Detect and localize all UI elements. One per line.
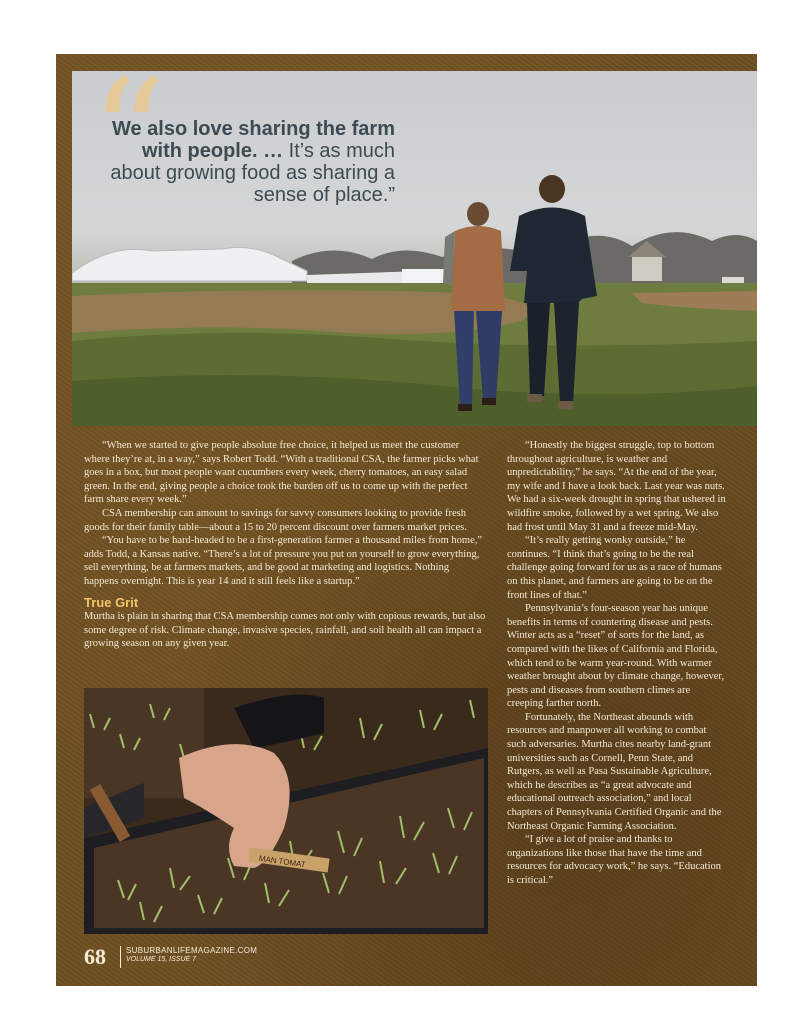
paragraph: Pennsylvania’s four-season year has unique benefits in terms of countering disease and pests. Winter acts as a “reset” of sorts for the land, as compared with the likes of California and Florida, which tend to be warm year-round. With warmer weather brought about by climate change, however, pests and diseases from southern climes are creeping farther north. xyxy=(507,603,725,710)
paragraph: “I give a lot of praise and thanks to organizations like those that have the time and resources for advocacy work,” he says. “Education is critical.” xyxy=(507,834,721,886)
page-number: 68 xyxy=(84,944,106,969)
paragraph: “Honestly the biggest struggle, top to bottom throughout agriculture, is weather and unpredictability,” he says. “At the end of the year, my wife and I have a look back. Last year was nuts. We had a six-week drought in spring that ushered in wildfire smoke, followed by a wet spring. We also had frost until May 31 and a freeze mid-May. xyxy=(507,440,726,533)
pull-quote-regular: It’s as much about growing food as sharing a sense of place.” xyxy=(110,140,395,206)
volume-issue: VOLUME 15, ISSUE 7 xyxy=(126,956,197,963)
article-column-1 xyxy=(84,439,486,651)
paragraph: Fortunately, the Northeast abounds with resources and manpower all working to combat such adversaries. Murtha cites nearby land-grant universities such as Cornell, Penn State, and Rutgers, as well as Pasa Sustainable Agriculture, which he describes as “a great advocate and educational outreach association,” and local chapters of Pennsylvania Certified Organic and the Northeast Organic Farming Association. xyxy=(507,711,722,832)
seedling-photo xyxy=(84,688,488,934)
paragraph: “When we started to give people absolute free choice, it helped us meet the customer where they’re at, in a way,” says Robert Todd. “With a traditional CSA, the farmer picks what goes in a box, but most people want cucumbers every week, cherry tomatoes, an easy salad green. In the end, giving people a choice took the burden off us to come up with the perfect farm share every week.” xyxy=(84,440,479,506)
paragraph: Murtha is plain in sharing that CSA membership comes not only with copious rewards, but also some degree of risk. Climate change, invasive species, rainfall, and soil health all can impact a growing season on any given year. xyxy=(84,611,486,650)
paragraph: “You have to be hard-headed to be a first-generation farmer a thousand miles from home,” adds Todd, a Kansas native. “There’s a lot of pressure you put on yourself to grow everything, sell everything, be at farmers markets, and be good at marketing and logistics. Nothing happens overnight. This is year 14 and it still feels like a startup.” xyxy=(84,535,483,587)
quote-mark-icon: “ xyxy=(90,48,167,222)
section-heading: True Grit xyxy=(84,594,139,610)
magazine-website: SUBURBANLIFEMAGAZINE.COM xyxy=(126,946,258,955)
paragraph: “It’s really getting wonky outside,” he continues. “I think that’s going to be the real challenge going forward for us as a race of humans on this planet, and farmers are going to be on the front lines of that.” xyxy=(507,535,722,601)
footer-divider xyxy=(120,946,121,968)
plant-tag-label: MAN TOMAT xyxy=(258,853,307,870)
article-column-2 xyxy=(507,439,727,888)
paragraph: CSA membership can amount to savings for savvy consumers looking to provide fresh goods for their family table—about a 15 to 20 percent discount over farmers market prices. xyxy=(84,507,467,533)
pull-quote xyxy=(100,118,395,206)
seedling-tray-illustration xyxy=(84,688,488,934)
pull-quote-bold: We also love sharing the farm with people. … xyxy=(111,118,395,162)
